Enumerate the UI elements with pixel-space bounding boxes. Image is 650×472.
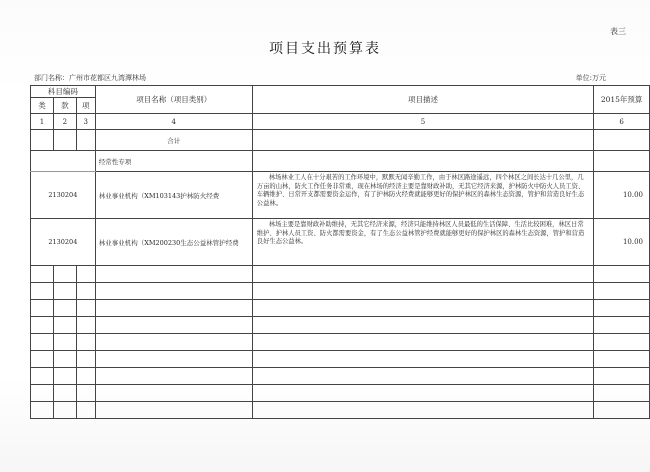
row-description: 林场主要是靠财政补助维持，无其它经济来源，经济只能维持林区人员最低的生活保障、生活比较困难，林区日常维护、护林人员工资、防火都需要资金，有了生态公益林管护经费就能够更好的保护林区的森林生态资源，管护和营造良好生态公益林。 bbox=[252, 219, 593, 266]
index-cell: 5 bbox=[252, 114, 593, 130]
category-label: 经常性专项 bbox=[95, 151, 252, 172]
department-name: 部门名称：广州市花都区九湾潭林场 bbox=[34, 74, 146, 82]
total-label: 合计 bbox=[95, 130, 252, 151]
index-cell: 4 bbox=[95, 114, 252, 130]
row-amount: 10.00 bbox=[594, 219, 650, 266]
header-budget: 2015年预算 bbox=[594, 86, 650, 114]
empty-row bbox=[31, 402, 650, 419]
unit-label: 单位:万元 bbox=[575, 74, 606, 82]
row-amount: 10.00 bbox=[594, 172, 650, 219]
header-section: 款 bbox=[53, 98, 76, 114]
header-project-desc: 项目描述 bbox=[252, 86, 593, 114]
index-cell: 6 bbox=[594, 114, 650, 130]
header-item: 项 bbox=[76, 98, 95, 114]
header-project-name: 项目名称（项目类别） bbox=[95, 86, 252, 114]
row-description: 林场林业工人在十分艰苦的工作环境中，默默无闻辛勤工作，由于林区路途遥远，四个林区之间长达十几公里，几万亩的山林，防火工作任务非常重，现在林场的经济主要是靠财政补助，无其它经济来源，护林防火中防火人员工资、车辆维护、日常开支都需要资金运作，有了护林防火经费就能够更好的保护林区的森林生态资源，管护和营造良好生态公益林。 bbox=[252, 172, 593, 219]
budget-table bbox=[30, 85, 650, 419]
header-class: 类 bbox=[31, 98, 54, 114]
index-row bbox=[31, 114, 650, 130]
index-cell: 2 bbox=[53, 114, 76, 130]
empty-row bbox=[31, 368, 650, 385]
index-cell: 1 bbox=[31, 114, 54, 130]
total-row bbox=[31, 130, 650, 151]
row-project-name: 林业事业机构（XM103143护林防火经费 bbox=[95, 172, 252, 219]
empty-row bbox=[31, 317, 650, 334]
category-row bbox=[31, 151, 650, 172]
empty-row bbox=[31, 266, 650, 283]
table-row bbox=[31, 219, 650, 266]
header-subject-code: 科目编码 bbox=[31, 86, 96, 98]
empty-row bbox=[31, 385, 650, 402]
empty-row bbox=[31, 300, 650, 317]
table-row bbox=[31, 172, 650, 219]
row-code: 2130204 bbox=[31, 172, 96, 219]
form-number: 表三 bbox=[610, 27, 626, 36]
page-title: 项目支出预算表 bbox=[269, 41, 381, 57]
empty-row bbox=[31, 334, 650, 351]
row-project-name: 林业事业机构（XM200230生态公益林管护经费 bbox=[95, 219, 252, 266]
index-cell: 3 bbox=[76, 114, 95, 130]
row-code: 2130204 bbox=[31, 219, 96, 266]
empty-row bbox=[31, 283, 650, 300]
empty-row bbox=[31, 351, 650, 368]
